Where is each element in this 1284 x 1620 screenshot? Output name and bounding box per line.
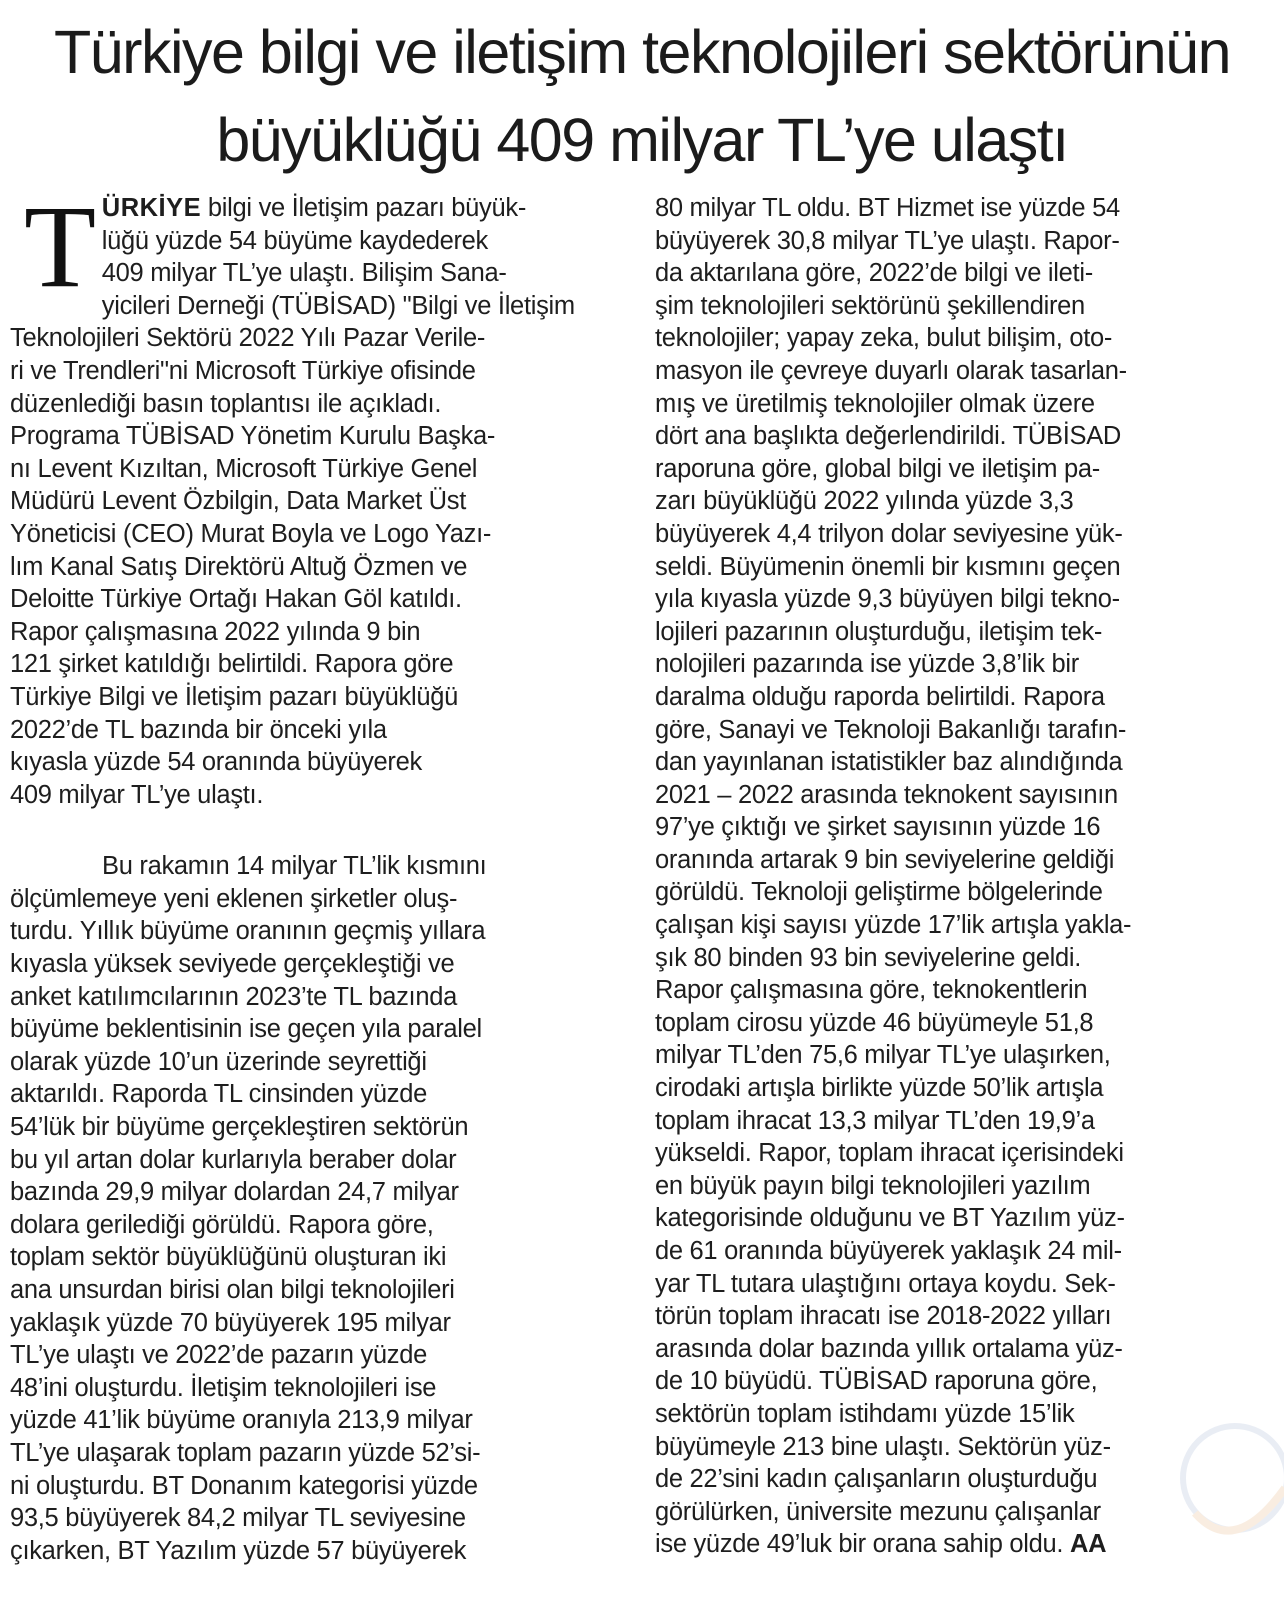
text-line: kıyasla yüksek seviyede gerçekleştiği ve: [10, 950, 455, 979]
text-line: Rapor çalışmasına göre, teknokentlerin: [655, 976, 1088, 1005]
text-line: de 61 oranında büyüyerek yaklaşık 24 mil-: [655, 1237, 1122, 1265]
text-line: büyüyerek 4,4 trilyon dolar seviyesine yük-: [655, 519, 1123, 548]
text-line: 409 milyar TL’ye ulaştı.: [10, 780, 264, 809]
text-line: bu yıl artan dolar kurlarıyla beraber dolar: [10, 1145, 457, 1174]
text-line: da aktarılana göre, 2022’de bilgi ve ileti-: [655, 259, 1093, 288]
text-line: 48’ini oluşturdu. İletişim teknolojileri ise: [10, 1373, 437, 1402]
text-line: Yöneticisi (CEO) Murat Boyla ve Logo Yazı-: [10, 519, 492, 548]
watermark-logo-icon: [1175, 1418, 1284, 1568]
text-line: toplam ihracat 13,3 milyar TL’den 19,9’a: [655, 1106, 1095, 1135]
text-line: raporuna göre, global bilgi ve iletişim pa-: [655, 454, 1100, 483]
text-line: nı Levent Kızıltan, Microsoft Türkiye Genel: [10, 454, 478, 483]
text-line: görülürken, üniversite mezunu çalışanlar: [655, 1497, 1101, 1526]
text-line: 80 milyar TL oldu. BT Hizmet ise yüzde 54: [655, 194, 1120, 222]
text-line: lojileri pazarının oluşturduğu, iletişim tek-: [655, 617, 1103, 646]
text-line: kategorisinde olduğunu ve BT Yazılım yüz-: [655, 1204, 1125, 1233]
text-line: yaklaşık yüzde 70 büyüyerek 195 milyar: [10, 1308, 451, 1337]
article-paragraph-1: [10, 181, 630, 811]
text-line: yar TL tutara ulaştığını ortaya koydu. Sek-: [655, 1269, 1116, 1298]
text-line: Programa TÜBİSAD Yönetim Kurulu Başka-: [10, 422, 496, 451]
text-line: lüğü yüzde 54 büyüme kaydederek: [101, 226, 488, 255]
text-line: büyüyerek 30,8 milyar TL’ye ulaştı. Rapor-: [655, 226, 1120, 255]
text-line: dolara gerilediği görüldü. Rapora göre,: [10, 1210, 434, 1239]
text-line: teknolojiler; yapay zeka, bulut bilişim, oto-: [655, 324, 1113, 353]
text-line: ise yüzde 49’luk bir orana sahip oldu.: [655, 1530, 1064, 1559]
text-line: Bu rakamın 14 milyar TL’lik kısmını: [102, 852, 487, 881]
text-line: 2021 – 2022 arasında teknokent sayısının: [655, 780, 1118, 809]
text-line: lım Kanal Satış Direktörü Altuğ Özmen ve: [10, 552, 468, 581]
text-line: 121 şirket katıldığı belirtildi. Rapora göre: [10, 650, 454, 679]
drop-cap: T: [24, 181, 96, 312]
text-line: yüzde 41’lik büyüme oranıyla 213,9 milyar: [10, 1406, 473, 1435]
lead-word: ÜRKİYE: [101, 194, 202, 222]
text-line: de 10 büyüdü. TÜBİSAD raporuna göre,: [655, 1367, 1098, 1396]
text-line: anket katılımcılarının 2023’te TL bazında: [10, 982, 457, 1011]
text-line: ana unsurdan birisi olan bilgi teknolojileri: [10, 1276, 455, 1304]
text-line: Rapor çalışmasına 2022 yılında 9 bin: [10, 617, 421, 646]
text-line: milyar TL’den 75,6 milyar TL’ye ulaşırken,: [655, 1041, 1111, 1070]
text-line: bazında 29,9 milyar dolardan 24,7 milyar: [10, 1178, 459, 1207]
text-line: 97’ye çıktığı ve şirket sayısının yüzde 16: [655, 813, 1101, 842]
text-line: TL’ye ulaşarak toplam pazarın yüzde 52’si-: [10, 1438, 481, 1467]
text-line: toplam sektör büyüklüğünü oluşturan iki: [10, 1243, 447, 1272]
text-line: TL’ye ulaştı ve 2022’de pazarın yüzde: [10, 1341, 428, 1370]
text-line: daralma olduğu raporda belirtildi. Rapora: [655, 682, 1105, 711]
text-line: 93,5 büyüyerek 84,2 milyar TL seviyesine: [10, 1504, 466, 1533]
text-line: yicileri Derneği (TÜBİSAD) "Bilgi ve İletişim: [101, 291, 575, 320]
text-line: 2022’de TL bazında bir önceki yıla: [10, 715, 387, 744]
agency-signature: AA: [1070, 1530, 1107, 1559]
text-line: bilgi ve İletişim pazarı büyük-: [201, 194, 527, 222]
text-line: kıyasla yüzde 54 oranında büyüyerek: [10, 748, 422, 777]
text-line: dört ana başlıkta değerlendirildi. TÜBİSAD: [655, 422, 1122, 451]
text-line: 409 milyar TL’ye ulaştı. Bilişim Sana-: [101, 259, 507, 288]
text-line: çalışan kişi sayısı yüzde 17’lik artışla yakla-: [655, 911, 1132, 940]
text-line: nolojileri pazarında ise yüzde 3,8’lik bir: [655, 650, 1079, 679]
text-line: aktarıldı. Raporda TL cinsinden yüzde: [10, 1080, 427, 1109]
headline: [14, 8, 1270, 184]
text-line: yükseldi. Rapor, toplam ihracat içerisindeki: [655, 1139, 1124, 1168]
text-line: görüldü. Teknoloji geliştirme bölgelerinde: [655, 878, 1103, 907]
text-line: de 22’sini kadın çalışanların oluşturduğu: [655, 1465, 1098, 1494]
text-line: sektörün toplam istihdamı yüzde 15’lik: [655, 1399, 1075, 1428]
article-paragraph-3: [655, 192, 1275, 1561]
text-line: şık 80 binden 93 bin seviyelerine geldi.: [655, 943, 1082, 972]
text-line: törün toplam ihracatı ise 2018-2022 yılları: [655, 1302, 1112, 1331]
text-line: ölçümlemeye yeni eklenen şirketler oluş-: [10, 884, 458, 913]
text-line: zarı büyüklüğü 2022 yılında yüzde 3,3: [655, 487, 1074, 516]
text-line: çıkarken, BT Yazılım yüzde 57 büyüyerek: [10, 1536, 467, 1565]
text-line: Teknolojileri Sektörü 2022 Yılı Pazar Verile-: [10, 324, 486, 353]
text-line: ri ve Trendleri"ni Microsoft Türkiye ofisinde: [10, 356, 476, 385]
text-line: şim teknolojileri sektörünü şekillendiren: [655, 291, 1085, 320]
text-line: 54’lük bir büyüme gerçekleştiren sektörün: [10, 1113, 469, 1142]
text-line: ni oluşturdu. BT Donanım kategorisi yüzde: [10, 1471, 478, 1500]
text-line: olarak yüzde 10’un üzerinde seyrettiği: [10, 1047, 427, 1076]
article-column-left: [10, 181, 630, 1567]
text-line: cirodaki artışla birlikte yüzde 50’lik artışla: [655, 1074, 1104, 1103]
text-line: masyon ile çevreye duyarlı olarak tasarlan-: [655, 356, 1127, 385]
text-line: göre, Sanayi ve Teknoloji Bakanlığı tarafın-: [655, 715, 1127, 744]
text-line: yıla kıyasla yüzde 9,3 büyüyen bilgi tekno-: [655, 585, 1120, 614]
text-line: mış ve üretilmiş teknolojiler olmak üzere: [655, 389, 1095, 418]
text-line: en büyük payın bilgi teknolojileri yazılım: [655, 1171, 1091, 1200]
headline-line-2: büyüklüğü 409 milyar TL’ye ulaştı: [216, 106, 1068, 174]
text-line: Deloitte Türkiye Ortağı Hakan Göl katıldı.: [10, 585, 462, 614]
article-paragraph-2: [10, 850, 630, 1567]
text-line: büyümeyle 213 bine ulaştı. Sektörün yüz-: [655, 1432, 1111, 1461]
text-line: arasında dolar bazında yıllık ortalama yüz-: [655, 1334, 1123, 1363]
text-line: düzenlediği basın toplantısı ile açıkladı.: [10, 389, 442, 418]
text-line: dan yayınlanan istatistikler baz alındığında: [655, 748, 1123, 777]
text-line: toplam cirosu yüzde 46 büyümeyle 51,8: [655, 1008, 1094, 1037]
article-column-right: [655, 192, 1275, 1561]
text-line: büyüme beklentisinin ise geçen yıla paralel: [10, 1015, 482, 1044]
text-line: seldi. Büyümenin önemli bir kısmını geçen: [655, 552, 1121, 581]
text-line: turdu. Yıllık büyüme oranının geçmiş yıllara: [10, 917, 486, 946]
text-line: Müdürü Levent Özbilgin, Data Market Üst: [10, 487, 467, 516]
headline-line-1: Türkiye bilgi ve iletişim teknolojileri sektörünün: [53, 18, 1230, 86]
text-line: Türkiye Bilgi ve İletişim pazarı büyüklüğü: [10, 682, 459, 711]
text-line: oranında artarak 9 bin seviyelerine geldiği: [655, 845, 1115, 874]
